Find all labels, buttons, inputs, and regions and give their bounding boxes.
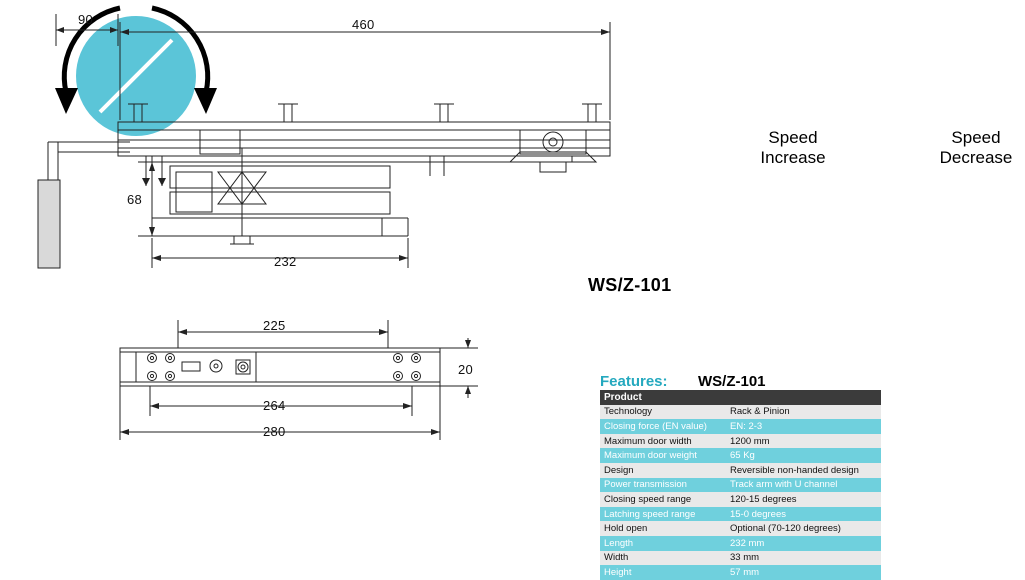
table-row xyxy=(600,478,881,493)
feature-value: EN: 2-3 xyxy=(726,419,881,434)
table-row xyxy=(600,463,881,478)
features-table xyxy=(600,390,881,580)
feature-label: Maximum door width xyxy=(600,434,726,449)
dimension-225: 225 xyxy=(263,318,286,333)
feature-label: Length xyxy=(600,536,726,551)
table-row xyxy=(600,448,881,463)
table-header-row xyxy=(600,390,881,405)
feature-label: Width xyxy=(600,551,726,566)
feature-value: Track arm with U channel xyxy=(726,478,881,493)
feature-label: Maximum door weight xyxy=(600,448,726,463)
dimension-90: 90 xyxy=(78,12,94,27)
feature-value: Optional (70-120 degrees) xyxy=(726,521,881,536)
speed-increase-line2: Increase xyxy=(760,148,826,167)
features-title: Features: xyxy=(600,373,668,390)
feature-value: Reversible non-handed design xyxy=(726,463,881,478)
table-row xyxy=(600,492,881,507)
bottom-plan-drawing xyxy=(0,300,520,460)
features-model: WS/Z-101 xyxy=(698,373,766,390)
table-row xyxy=(600,507,881,522)
feature-value: 1200 mm xyxy=(726,434,881,449)
header-cell-product: Product xyxy=(600,390,726,405)
dimension-460: 460 xyxy=(352,17,375,32)
table-row xyxy=(600,536,881,551)
feature-label: Technology xyxy=(600,405,726,420)
feature-label: Height xyxy=(600,565,726,580)
feature-label: Power transmission xyxy=(600,478,726,493)
dimension-280: 280 xyxy=(263,424,286,439)
feature-label: Closing force (EN value) xyxy=(600,419,726,434)
dimension-232: 232 xyxy=(274,254,297,269)
feature-value: 65 Kg xyxy=(726,448,881,463)
dimension-68: 68 xyxy=(127,192,143,207)
dimension-264: 264 xyxy=(263,398,286,413)
features-heading xyxy=(600,368,881,390)
speed-increase-label xyxy=(748,128,838,168)
top-technical-drawing xyxy=(0,0,700,300)
header-cell-value xyxy=(726,390,881,405)
table-row xyxy=(600,565,881,580)
table-row xyxy=(600,551,881,566)
feature-value: 33 mm xyxy=(726,551,881,566)
dimension-20: 20 xyxy=(458,362,474,377)
table-row xyxy=(600,405,881,420)
feature-value: 120-15 degrees xyxy=(726,492,881,507)
table-row xyxy=(600,419,881,434)
model-name: WS/Z-101 xyxy=(588,275,672,295)
table-row xyxy=(600,521,881,536)
speed-decrease-line1: Speed xyxy=(951,128,1001,147)
feature-value: Rack & Pinion xyxy=(726,405,881,420)
speed-decrease-label xyxy=(928,128,1024,168)
feature-label: Design xyxy=(600,463,726,478)
speed-decrease-line2: Decrease xyxy=(939,148,1013,167)
feature-label: Hold open xyxy=(600,521,726,536)
feature-value: 15-0 degrees xyxy=(726,507,881,522)
feature-value: 57 mm xyxy=(726,565,881,580)
speed-increase-line1: Speed xyxy=(768,128,818,147)
feature-label: Latching speed range xyxy=(600,507,726,522)
feature-label: Closing speed range xyxy=(600,492,726,507)
features-panel xyxy=(600,368,881,580)
feature-value: 232 mm xyxy=(726,536,881,551)
table-row xyxy=(600,434,881,449)
